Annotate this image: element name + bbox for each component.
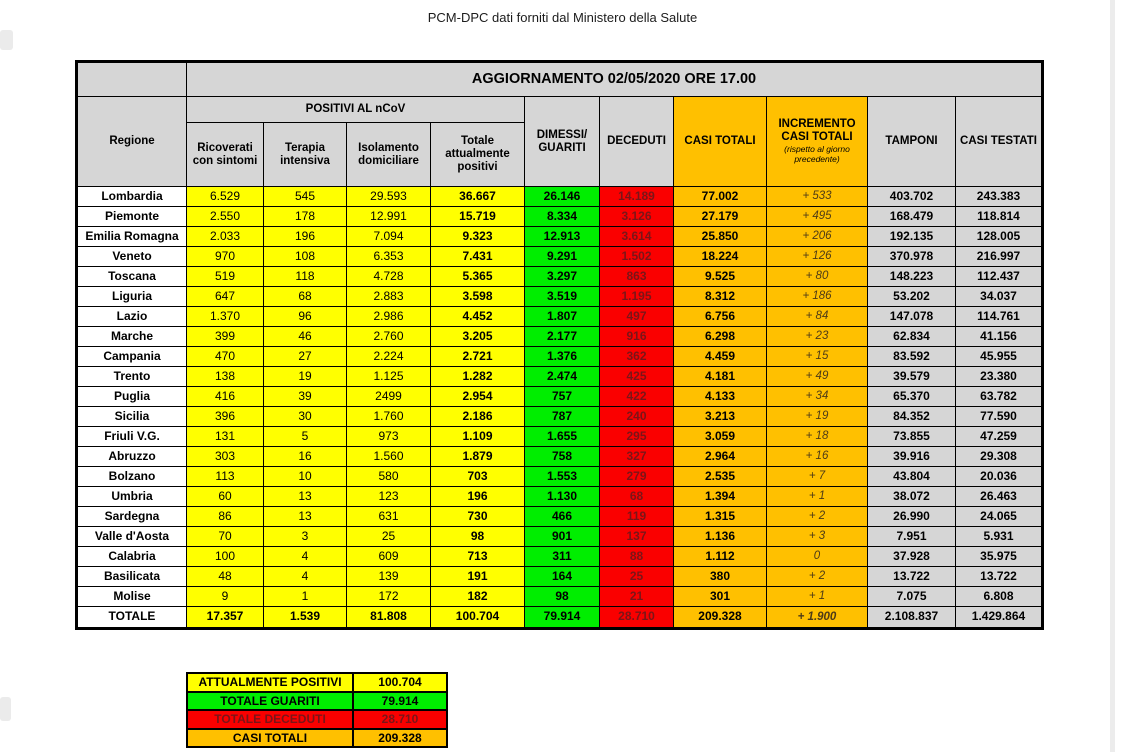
data-cell: 88 <box>600 547 674 567</box>
col-header-regione: Regione <box>77 97 187 187</box>
data-cell: 216.997 <box>956 247 1043 267</box>
data-cell: 23.380 <box>956 367 1043 387</box>
data-cell: 1.136 <box>674 527 767 547</box>
region-name: Umbria <box>77 487 187 507</box>
data-cell: + 84 <box>767 307 868 327</box>
page-title: PCM-DPC dati forniti dal Ministero della Salute <box>427 10 698 25</box>
table-row <box>77 187 1043 207</box>
data-cell: 295 <box>600 427 674 447</box>
data-cell: 609 <box>347 547 431 567</box>
data-cell: 2.550 <box>187 207 264 227</box>
summary-value: 100.704 <box>353 673 447 692</box>
data-cell: 123 <box>347 487 431 507</box>
data-cell: 139 <box>347 567 431 587</box>
data-cell: 7.431 <box>431 247 525 267</box>
data-cell: 24.065 <box>956 507 1043 527</box>
data-cell: 713 <box>431 547 525 567</box>
data-cell: 1.370 <box>187 307 264 327</box>
data-cell: 36.667 <box>431 187 525 207</box>
summary-value: 209.328 <box>353 729 447 748</box>
data-cell: 4.133 <box>674 387 767 407</box>
data-cell: 787 <box>525 407 600 427</box>
data-cell: 138 <box>187 367 264 387</box>
covid-regions-table <box>75 60 1044 630</box>
data-cell: 1.539 <box>264 607 347 629</box>
data-cell: + 18 <box>767 427 868 447</box>
table-row <box>77 307 1043 327</box>
col-header-terapia-intensiva: Terapia intensiva <box>264 123 347 187</box>
data-cell: 3.598 <box>431 287 525 307</box>
data-cell: 30 <box>264 407 347 427</box>
table-row <box>77 287 1043 307</box>
table-row <box>77 367 1043 387</box>
table-row <box>77 267 1043 287</box>
data-cell: 196 <box>264 227 347 247</box>
table-row <box>77 327 1043 347</box>
data-cell: 4 <box>264 567 347 587</box>
scan-artifact <box>0 697 11 721</box>
region-name: Marche <box>77 327 187 347</box>
update-header: AGGIORNAMENTO 02/05/2020 ORE 17.00 <box>187 62 1043 97</box>
data-cell: 2.177 <box>525 327 600 347</box>
data-cell: 2.721 <box>431 347 525 367</box>
region-name: Lazio <box>77 307 187 327</box>
data-cell: 4.728 <box>347 267 431 287</box>
data-cell: + 19 <box>767 407 868 427</box>
table-row <box>77 507 1043 527</box>
data-cell: 758 <box>525 447 600 467</box>
data-cell: 108 <box>264 247 347 267</box>
data-cell: 1.125 <box>347 367 431 387</box>
data-cell: 19 <box>264 367 347 387</box>
data-cell: 16 <box>264 447 347 467</box>
data-cell: 28.710 <box>600 607 674 629</box>
data-cell: 62.834 <box>868 327 956 347</box>
region-name: Lombardia <box>77 187 187 207</box>
data-cell: + 16 <box>767 447 868 467</box>
incremento-label: INCREMENTO CASI TOTALI <box>778 118 856 144</box>
data-cell: 380 <box>674 567 767 587</box>
data-cell: 47.259 <box>956 427 1043 447</box>
data-cell: 41.156 <box>956 327 1043 347</box>
data-cell: 26.146 <box>525 187 600 207</box>
data-cell: 3 <box>264 527 347 547</box>
table-row <box>77 547 1043 567</box>
region-name: Bolzano <box>77 467 187 487</box>
data-cell: 65.370 <box>868 387 956 407</box>
data-cell: 497 <box>600 307 674 327</box>
data-cell: 703 <box>431 467 525 487</box>
data-cell: 196 <box>431 487 525 507</box>
data-cell: 303 <box>187 447 264 467</box>
data-cell: 39.916 <box>868 447 956 467</box>
data-cell: 9 <box>187 587 264 607</box>
data-cell: 98 <box>431 527 525 547</box>
data-cell: 8.334 <box>525 207 600 227</box>
data-cell: 182 <box>431 587 525 607</box>
data-cell: 119 <box>600 507 674 527</box>
data-cell: 425 <box>600 367 674 387</box>
data-cell: 973 <box>347 427 431 447</box>
data-cell: 3.205 <box>431 327 525 347</box>
data-cell: 113 <box>187 467 264 487</box>
data-cell: 470 <box>187 347 264 367</box>
data-cell: 68 <box>264 287 347 307</box>
data-cell: + 15 <box>767 347 868 367</box>
scan-artifact <box>1110 0 1115 752</box>
data-cell: 416 <box>187 387 264 407</box>
data-cell: 4.452 <box>431 307 525 327</box>
data-cell: 29.308 <box>956 447 1043 467</box>
data-cell: + 206 <box>767 227 868 247</box>
data-cell: 1.553 <box>525 467 600 487</box>
data-cell: 2.760 <box>347 327 431 347</box>
data-cell: 3.519 <box>525 287 600 307</box>
data-cell: 164 <box>525 567 600 587</box>
data-cell: 9.291 <box>525 247 600 267</box>
data-cell: 519 <box>187 267 264 287</box>
data-cell: 6.529 <box>187 187 264 207</box>
data-cell: 84.352 <box>868 407 956 427</box>
table-row <box>77 347 1043 367</box>
data-cell: 2.535 <box>674 467 767 487</box>
data-cell: 8.312 <box>674 287 767 307</box>
data-cell: 43.804 <box>868 467 956 487</box>
summary-value: 28.710 <box>353 710 447 729</box>
data-cell: 10 <box>264 467 347 487</box>
data-cell: 5.365 <box>431 267 525 287</box>
data-cell: + 533 <box>767 187 868 207</box>
data-cell: 70 <box>187 527 264 547</box>
table-row <box>77 527 1043 547</box>
region-name: Basilicata <box>77 567 187 587</box>
col-header-incremento <box>767 97 868 187</box>
data-cell: 6.353 <box>347 247 431 267</box>
data-cell: 5.931 <box>956 527 1043 547</box>
data-cell: 81.808 <box>347 607 431 629</box>
data-cell: 6.298 <box>674 327 767 347</box>
data-cell: 6.756 <box>674 307 767 327</box>
summary-row-casi-totali <box>187 729 447 748</box>
region-name: Emilia Romagna <box>77 227 187 247</box>
col-group-positivi: POSITIVI AL nCoV <box>187 97 525 123</box>
data-cell: 83.592 <box>868 347 956 367</box>
table-row <box>77 387 1043 407</box>
region-name: Puglia <box>77 387 187 407</box>
data-cell: + 126 <box>767 247 868 267</box>
data-cell: 2.474 <box>525 367 600 387</box>
table-row <box>77 207 1043 227</box>
data-cell: + 49 <box>767 367 868 387</box>
region-name: Piemonte <box>77 207 187 227</box>
data-cell: 13.722 <box>956 567 1043 587</box>
data-cell: 13 <box>264 507 347 527</box>
region-name: Campania <box>77 347 187 367</box>
col-header-totale-positivi: Totale attualmente positivi <box>431 123 525 187</box>
corner-cell <box>77 62 187 97</box>
data-cell: 647 <box>187 287 264 307</box>
data-cell: 100 <box>187 547 264 567</box>
data-cell: 48 <box>187 567 264 587</box>
data-cell: 3.059 <box>674 427 767 447</box>
data-cell: 46 <box>264 327 347 347</box>
data-cell: 68 <box>600 487 674 507</box>
data-cell: 279 <box>600 467 674 487</box>
data-cell: + 34 <box>767 387 868 407</box>
data-cell: 18.224 <box>674 247 767 267</box>
region-name: Trento <box>77 367 187 387</box>
data-cell: 27.179 <box>674 207 767 227</box>
data-cell: 25 <box>347 527 431 547</box>
data-cell: 60 <box>187 487 264 507</box>
data-cell: 757 <box>525 387 600 407</box>
region-name: Molise <box>77 587 187 607</box>
data-cell: + 1.900 <box>767 607 868 629</box>
table-row <box>77 227 1043 247</box>
data-cell: 580 <box>347 467 431 487</box>
region-name: Veneto <box>77 247 187 267</box>
table-row <box>77 487 1043 507</box>
data-cell: 191 <box>431 567 525 587</box>
data-cell: 863 <box>600 267 674 287</box>
table-row <box>77 567 1043 587</box>
region-name: Sardegna <box>77 507 187 527</box>
data-cell: 327 <box>600 447 674 467</box>
data-cell: 3.297 <box>525 267 600 287</box>
data-cell: 7.075 <box>868 587 956 607</box>
data-cell: 20.036 <box>956 467 1043 487</box>
data-cell: 545 <box>264 187 347 207</box>
scan-artifact <box>0 30 13 50</box>
data-cell: 3.614 <box>600 227 674 247</box>
data-cell: 311 <box>525 547 600 567</box>
summary-label: TOTALE GUARITI <box>187 692 353 711</box>
data-cell: 4.181 <box>674 367 767 387</box>
region-name: Valle d'Aosta <box>77 527 187 547</box>
data-cell: + 80 <box>767 267 868 287</box>
data-cell: 63.782 <box>956 387 1043 407</box>
table-row <box>77 587 1043 607</box>
data-cell: 131 <box>187 427 264 447</box>
data-cell: 29.593 <box>347 187 431 207</box>
data-cell: 0 <box>767 547 868 567</box>
data-cell: 96 <box>264 307 347 327</box>
data-cell: 53.202 <box>868 287 956 307</box>
data-cell: 79.914 <box>525 607 600 629</box>
data-cell: 35.975 <box>956 547 1043 567</box>
data-cell: 901 <box>525 527 600 547</box>
summary-label: CASI TOTALI <box>187 729 353 748</box>
data-cell: 422 <box>600 387 674 407</box>
data-cell: 2499 <box>347 387 431 407</box>
data-cell: 14.189 <box>600 187 674 207</box>
table-row <box>77 427 1043 447</box>
data-cell: 98 <box>525 587 600 607</box>
summary-label: ATTUALMENTE POSITIVI <box>187 673 353 692</box>
data-cell: 37.928 <box>868 547 956 567</box>
data-cell: + 3 <box>767 527 868 547</box>
data-cell: 34.037 <box>956 287 1043 307</box>
data-cell: 1.807 <box>525 307 600 327</box>
data-cell: 362 <box>600 347 674 367</box>
data-cell: 209.328 <box>674 607 767 629</box>
data-cell: 172 <box>347 587 431 607</box>
data-cell: 466 <box>525 507 600 527</box>
data-cell: + 1 <box>767 587 868 607</box>
data-cell: 100.704 <box>431 607 525 629</box>
region-name: Friuli V.G. <box>77 427 187 447</box>
data-cell: + 2 <box>767 507 868 527</box>
col-header-dimessi-guariti: DIMESSI/ GUARITI <box>525 97 600 187</box>
summary-row-totale-guariti <box>187 692 447 711</box>
data-cell: 1.195 <box>600 287 674 307</box>
data-cell: 15.719 <box>431 207 525 227</box>
data-cell: 1.282 <box>431 367 525 387</box>
data-cell: 3.213 <box>674 407 767 427</box>
data-cell: 301 <box>674 587 767 607</box>
data-cell: 26.463 <box>956 487 1043 507</box>
data-cell: 21 <box>600 587 674 607</box>
data-cell: 39 <box>264 387 347 407</box>
data-cell: 2.108.837 <box>868 607 956 629</box>
data-cell: 26.990 <box>868 507 956 527</box>
data-cell: 27 <box>264 347 347 367</box>
summary-row-attualmente-positivi <box>187 673 447 692</box>
data-cell: 1 <box>264 587 347 607</box>
data-cell: 147.078 <box>868 307 956 327</box>
totale-row <box>77 607 1043 629</box>
data-cell: 7.094 <box>347 227 431 247</box>
data-cell: 39.579 <box>868 367 956 387</box>
data-cell: 38.072 <box>868 487 956 507</box>
data-cell: 403.702 <box>868 187 956 207</box>
col-header-isolamento: Isolamento domiciliare <box>347 123 431 187</box>
data-cell: 178 <box>264 207 347 227</box>
col-header-tamponi: TAMPONI <box>868 97 956 187</box>
data-cell: 137 <box>600 527 674 547</box>
data-cell: + 23 <box>767 327 868 347</box>
table-row <box>77 447 1043 467</box>
data-cell: 243.383 <box>956 187 1043 207</box>
data-cell: 12.991 <box>347 207 431 227</box>
data-cell: 2.986 <box>347 307 431 327</box>
data-cell: 114.761 <box>956 307 1043 327</box>
data-cell: 4 <box>264 547 347 567</box>
data-cell: 25 <box>600 567 674 587</box>
data-cell: 1.429.864 <box>956 607 1043 629</box>
data-cell: 1.760 <box>347 407 431 427</box>
col-header-casi-testati: CASI TESTATI <box>956 97 1043 187</box>
data-cell: 1.560 <box>347 447 431 467</box>
region-name: Sicilia <box>77 407 187 427</box>
data-cell: 45.955 <box>956 347 1043 367</box>
table-row <box>77 247 1043 267</box>
data-cell: 1.394 <box>674 487 767 507</box>
data-cell: 399 <box>187 327 264 347</box>
data-cell: 86 <box>187 507 264 527</box>
col-header-deceduti: DECEDUTI <box>600 97 674 187</box>
data-cell: 4.459 <box>674 347 767 367</box>
data-cell: 13.722 <box>868 567 956 587</box>
summary-label: TOTALE DECEDUTI <box>187 710 353 729</box>
data-cell: 12.913 <box>525 227 600 247</box>
data-cell: 13 <box>264 487 347 507</box>
data-cell: 370.978 <box>868 247 956 267</box>
data-cell: 118.814 <box>956 207 1043 227</box>
data-cell: 1.109 <box>431 427 525 447</box>
region-name: Toscana <box>77 267 187 287</box>
data-cell: 1.502 <box>600 247 674 267</box>
data-cell: 6.808 <box>956 587 1043 607</box>
data-cell: 1.879 <box>431 447 525 467</box>
data-cell: 73.855 <box>868 427 956 447</box>
data-cell: + 495 <box>767 207 868 227</box>
data-cell: 77.590 <box>956 407 1043 427</box>
data-cell: 2.186 <box>431 407 525 427</box>
region-name: Liguria <box>77 287 187 307</box>
data-cell: 2.964 <box>674 447 767 467</box>
data-cell: 1.130 <box>525 487 600 507</box>
col-header-ricoverati: Ricoverati con sintomi <box>187 123 264 187</box>
data-cell: 9.525 <box>674 267 767 287</box>
data-cell: 396 <box>187 407 264 427</box>
data-cell: 192.135 <box>868 227 956 247</box>
data-cell: 5 <box>264 427 347 447</box>
data-cell: 168.479 <box>868 207 956 227</box>
col-header-casi-totali: CASI TOTALI <box>674 97 767 187</box>
data-cell: 118 <box>264 267 347 287</box>
totale-label: TOTALE <box>77 607 187 629</box>
data-cell: 77.002 <box>674 187 767 207</box>
table-row <box>77 407 1043 427</box>
region-name: Calabria <box>77 547 187 567</box>
data-cell: 1.376 <box>525 347 600 367</box>
data-cell: + 1 <box>767 487 868 507</box>
data-cell: 1.655 <box>525 427 600 447</box>
summary-row-totale-deceduti <box>187 710 447 729</box>
region-name: Abruzzo <box>77 447 187 467</box>
data-cell: + 7 <box>767 467 868 487</box>
data-cell: 17.357 <box>187 607 264 629</box>
data-cell: 2.883 <box>347 287 431 307</box>
data-cell: 148.223 <box>868 267 956 287</box>
data-cell: 1.112 <box>674 547 767 567</box>
data-cell: 9.323 <box>431 227 525 247</box>
data-cell: 25.850 <box>674 227 767 247</box>
data-cell: 2.224 <box>347 347 431 367</box>
data-cell: 240 <box>600 407 674 427</box>
incremento-note: (rispetto al giorno precedente) <box>784 144 850 164</box>
data-cell: 2.954 <box>431 387 525 407</box>
data-cell: 3.126 <box>600 207 674 227</box>
data-cell: + 2 <box>767 567 868 587</box>
data-cell: 916 <box>600 327 674 347</box>
data-cell: 631 <box>347 507 431 527</box>
data-cell: 1.315 <box>674 507 767 527</box>
data-cell: 730 <box>431 507 525 527</box>
data-cell: 7.951 <box>868 527 956 547</box>
data-cell: 112.437 <box>956 267 1043 287</box>
data-cell: 2.033 <box>187 227 264 247</box>
data-cell: 128.005 <box>956 227 1043 247</box>
data-cell: + 186 <box>767 287 868 307</box>
summary-value: 79.914 <box>353 692 447 711</box>
data-cell: 970 <box>187 247 264 267</box>
table-row <box>77 467 1043 487</box>
summary-table <box>186 672 448 748</box>
